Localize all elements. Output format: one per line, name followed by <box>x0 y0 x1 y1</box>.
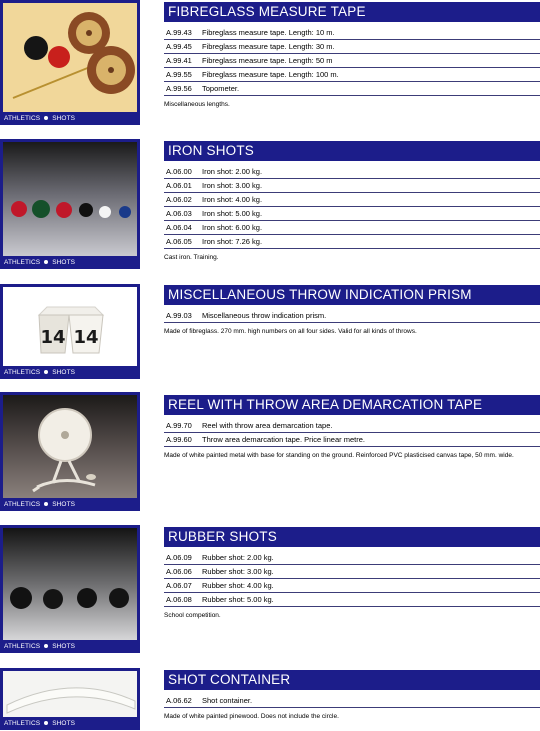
product-row <box>164 309 540 323</box>
measure-tape-illustration <box>3 3 137 112</box>
category-label: ATHLETICS SHOTS <box>4 720 76 727</box>
product-code: A.06.09 <box>166 553 192 562</box>
section-title: RUBBER SHOTS <box>164 527 540 547</box>
section-title: IRON SHOTS <box>164 141 540 161</box>
prism-illustration <box>3 287 137 366</box>
product-description: Rubber shot: 2.00 kg. <box>202 553 274 562</box>
section-note: Miscellaneous lengths. <box>164 101 230 108</box>
section-note: Made of fibreglass. 270 mm. high numbers on all four sides. Valid for all kinds of throws. <box>164 328 417 335</box>
product-row <box>164 68 540 82</box>
product-row <box>164 419 540 433</box>
product-code: A.99.43 <box>166 28 192 37</box>
product-code: A.99.60 <box>166 435 192 444</box>
category-label: ATHLETICS SHOTS <box>4 369 76 376</box>
photo-prism <box>3 287 137 366</box>
bullet-icon <box>44 721 48 725</box>
photo-iron-shots <box>3 142 137 256</box>
product-code: A.06.04 <box>166 223 192 232</box>
product-code: A.06.00 <box>166 167 192 176</box>
product-description: Rubber shot: 5.00 kg. <box>202 595 274 604</box>
product-description: Iron shot: 2.00 kg. <box>202 167 263 176</box>
product-code: A.99.41 <box>166 56 192 65</box>
iron-shots-illustration <box>3 142 137 256</box>
bullet-icon <box>44 370 48 374</box>
product-code: A.99.55 <box>166 70 192 79</box>
section-title: FIBREGLASS MEASURE TAPE <box>164 2 540 22</box>
product-row <box>164 235 540 249</box>
product-row <box>164 207 540 221</box>
product-description: Rubber shot: 3.00 kg. <box>202 567 274 576</box>
product-thumbnail-reel <box>0 392 140 511</box>
product-row <box>164 593 540 607</box>
photo-measure-tape <box>3 3 137 112</box>
product-row <box>164 551 540 565</box>
product-description: Miscellaneous throw indication prism. <box>202 311 327 320</box>
product-code: A.06.05 <box>166 237 192 246</box>
product-code: A.06.03 <box>166 209 192 218</box>
bullet-icon <box>44 116 48 120</box>
product-row <box>164 82 540 96</box>
bullet-icon <box>44 260 48 264</box>
category-label: ATHLETICS SHOTS <box>4 501 76 508</box>
rubber-shots-illustration <box>3 528 137 640</box>
section-title: SHOT CONTAINER <box>164 670 540 690</box>
product-section-measure-tape <box>164 2 540 109</box>
section-note: Cast iron. Training. <box>164 254 219 261</box>
product-code: A.06.02 <box>166 195 192 204</box>
product-code: A.06.06 <box>166 567 192 576</box>
prism-number-left: 14 <box>40 327 66 348</box>
bullet-icon <box>44 502 48 506</box>
reel-illustration <box>3 395 137 498</box>
product-thumbnail-rubber-shots <box>0 525 140 653</box>
product-row <box>164 433 540 447</box>
product-row <box>164 221 540 235</box>
product-section-shot-container <box>164 670 540 721</box>
product-code: A.06.08 <box>166 595 192 604</box>
section-note: Made of white painted pinewood. Does not include the circle. <box>164 713 339 720</box>
product-description: Iron shot: 3.00 kg. <box>202 181 263 190</box>
product-row <box>164 26 540 40</box>
product-row <box>164 565 540 579</box>
product-description: Iron shot: 4.00 kg. <box>202 195 263 204</box>
product-description: Iron shot: 5.00 kg. <box>202 209 263 218</box>
product-description: Iron shot: 7.26 kg. <box>202 237 263 246</box>
photo-reel <box>3 395 137 498</box>
product-code: A.99.03 <box>166 311 192 320</box>
product-code: A.99.56 <box>166 84 192 93</box>
prism-number-right: 14 <box>73 327 99 348</box>
photo-rubber-shots <box>3 528 137 640</box>
section-note: Made of white painted metal with base for standing on the ground. Reinforced PVC plasticised canvas tape, 50 mm. wide. <box>164 452 514 459</box>
product-thumbnail-shot-container <box>0 668 140 730</box>
product-section-iron-shots <box>164 141 540 262</box>
product-description: Fibreglass measure tape. Length: 50 m <box>202 56 333 65</box>
product-row <box>164 193 540 207</box>
product-code: A.99.45 <box>166 42 192 51</box>
product-code: A.99.70 <box>166 421 192 430</box>
section-title: MISCELLANEOUS THROW INDICATION PRISM <box>164 285 540 305</box>
product-row <box>164 579 540 593</box>
product-description: Rubber shot: 4.00 kg. <box>202 581 274 590</box>
category-label: ATHLETICS SHOTS <box>4 259 76 266</box>
shot-container-illustration <box>3 671 137 717</box>
product-description: Fibreglass measure tape. Length: 30 m. <box>202 42 335 51</box>
section-note: School competition. <box>164 612 221 619</box>
product-row <box>164 40 540 54</box>
product-row <box>164 694 540 708</box>
product-thumbnail-iron-shots <box>0 139 140 269</box>
product-row <box>164 179 540 193</box>
product-thumbnail-prism <box>0 284 140 379</box>
product-code: A.06.62 <box>166 696 192 705</box>
product-section-rubber-shots <box>164 527 540 620</box>
product-row <box>164 165 540 179</box>
product-row <box>164 54 540 68</box>
category-label: ATHLETICS SHOTS <box>4 115 76 122</box>
product-description: Reel with throw area demarcation tape. <box>202 421 333 430</box>
product-description: Fibreglass measure tape. Length: 10 m. <box>202 28 335 37</box>
product-description: Fibreglass measure tape. Length: 100 m. <box>202 70 339 79</box>
bullet-icon <box>44 644 48 648</box>
product-description: Topometer. <box>202 84 240 93</box>
product-description: Shot container. <box>202 696 253 705</box>
product-section-prism <box>164 285 540 336</box>
photo-shot-container <box>3 671 137 717</box>
product-code: A.06.07 <box>166 581 192 590</box>
product-section-reel <box>164 395 540 460</box>
product-description: Throw area demarcation tape. Price linear metre. <box>202 435 365 444</box>
product-code: A.06.01 <box>166 181 192 190</box>
product-description: Iron shot: 6.00 kg. <box>202 223 263 232</box>
section-title: REEL WITH THROW AREA DEMARCATION TAPE <box>164 395 540 415</box>
product-thumbnail-measure-tape <box>0 0 140 125</box>
category-label: ATHLETICS SHOTS <box>4 643 76 650</box>
